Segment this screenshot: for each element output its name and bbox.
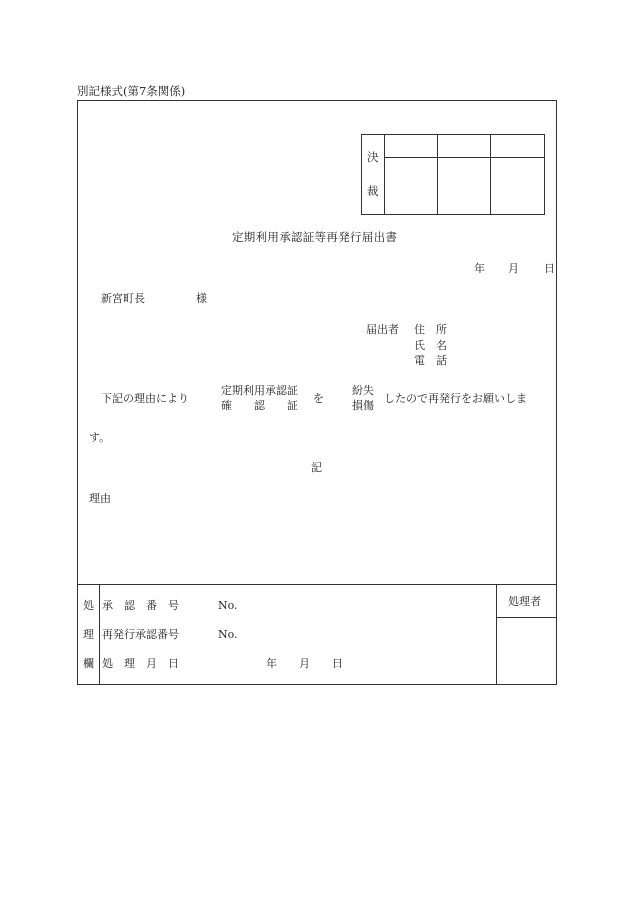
request-lead: 下記の理由により (101, 392, 189, 405)
approval-number-label: 承 認 番 号 (102, 599, 179, 612)
ki-heading: 記 (311, 461, 322, 474)
approval-table-border (361, 134, 545, 215)
approval-char-2: 裁 (367, 184, 379, 198)
processing-side-char-1: 処 (83, 599, 94, 612)
approval-number-value: No. (218, 599, 238, 612)
date-year: 年 (474, 262, 485, 275)
applicant-label: 届出者 (366, 323, 399, 336)
reason-label: 理由 (89, 492, 111, 505)
processing-date-value: 年 月 日 (266, 657, 343, 670)
processing-side-char-2: 理 (83, 628, 94, 641)
applicant-name-label: 氏 名 (414, 339, 447, 352)
reason-option-2: 損傷 (352, 399, 374, 412)
date-day: 日 (544, 262, 555, 275)
request-particle: を (313, 392, 324, 405)
request-tail: したので再発行をお願いしま (384, 392, 527, 405)
processing-side-char-3: 欄 (83, 657, 94, 670)
approval-char-1: 決 (367, 150, 379, 164)
reason-option-1: 紛失 (352, 384, 374, 397)
form-reference-label: 別記様式(第7条関係) (77, 84, 186, 98)
addressee-name: 新宮町長 (101, 292, 145, 305)
processing-date-label: 処 理 月 日 (102, 657, 179, 670)
date-month: 月 (508, 262, 519, 275)
applicant-address-label: 住 所 (414, 323, 447, 336)
handler-label: 処理者 (508, 595, 541, 608)
addressee-honorific: 様 (196, 292, 207, 305)
request-continuation: す。 (89, 431, 111, 444)
document-option-2: 確 認 証 (221, 399, 298, 412)
processing-divider (77, 584, 557, 585)
applicant-phone-label: 電 話 (414, 354, 447, 367)
form-title: 定期利用承認証等再発行届出書 (232, 230, 398, 244)
document-option-1: 定期利用承認証 (221, 384, 298, 397)
reissue-number-label: 再発行承認番号 (102, 628, 179, 641)
reissue-number-value: No. (218, 628, 238, 641)
